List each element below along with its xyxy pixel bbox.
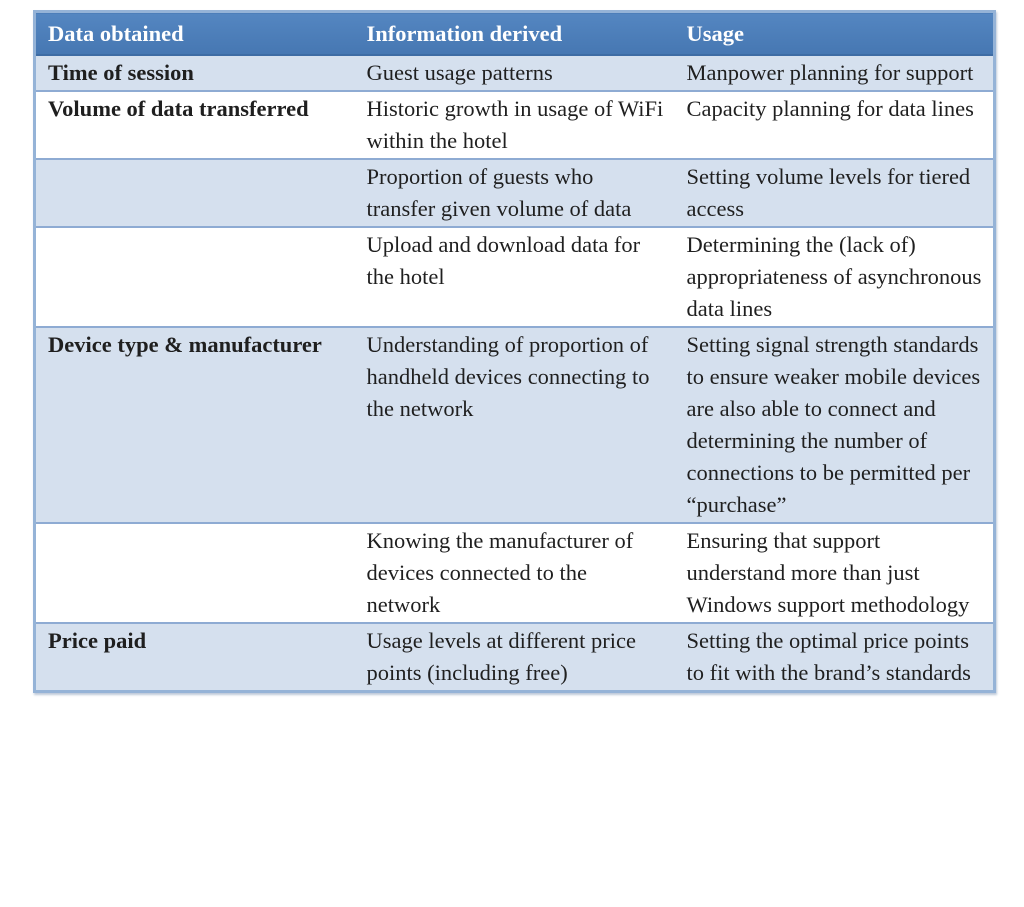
cell-usage: Determining the (lack of) appropriateness of asynchronous data lines bbox=[675, 227, 995, 327]
header-cell-data-obtained: Data obtained bbox=[35, 12, 355, 56]
cell-usage: Setting the optimal price points to fit with the brand’s standards bbox=[675, 623, 995, 692]
table-header bbox=[35, 12, 995, 56]
cell-data-obtained bbox=[35, 159, 355, 227]
cell-information-derived: Proportion of guests who transfer given volume of data bbox=[355, 159, 675, 227]
header-row bbox=[35, 12, 995, 56]
cell-usage: Ensuring that support understand more than just Windows support methodology bbox=[675, 523, 995, 623]
cell-data-obtained bbox=[35, 227, 355, 327]
cell-information-derived: Knowing the manufacturer of devices connected to the network bbox=[355, 523, 675, 623]
table-row bbox=[35, 327, 995, 523]
table-row bbox=[35, 55, 995, 91]
table-row bbox=[35, 159, 995, 227]
cell-data-obtained bbox=[35, 523, 355, 623]
table-row bbox=[35, 523, 995, 623]
cell-information-derived: Guest usage patterns bbox=[355, 55, 675, 91]
cell-information-derived: Upload and download data for the hotel bbox=[355, 227, 675, 327]
cell-information-derived: Historic growth in usage of WiFi within the hotel bbox=[355, 91, 675, 159]
cell-data-obtained: Time of session bbox=[35, 55, 355, 91]
wifi-data-usage-table-container bbox=[33, 10, 993, 693]
cell-usage: Setting signal strength standards to ensure weaker mobile devices are also able to connect and determining the number of connections to be permitted per “purchase” bbox=[675, 327, 995, 523]
cell-usage: Setting volume levels for tiered access bbox=[675, 159, 995, 227]
cell-information-derived: Usage levels at different price points (including free) bbox=[355, 623, 675, 692]
cell-data-obtained: Price paid bbox=[35, 623, 355, 692]
wifi-data-usage-table bbox=[33, 10, 996, 693]
table-row bbox=[35, 623, 995, 692]
cell-information-derived: Understanding of proportion of handheld devices connecting to the network bbox=[355, 327, 675, 523]
table-row bbox=[35, 91, 995, 159]
table-body bbox=[35, 55, 995, 692]
cell-data-obtained: Volume of data transferred bbox=[35, 91, 355, 159]
cell-usage: Capacity planning for data lines bbox=[675, 91, 995, 159]
table-row bbox=[35, 227, 995, 327]
header-cell-information-derived: Information derived bbox=[355, 12, 675, 56]
cell-data-obtained: Device type & manufacturer bbox=[35, 327, 355, 523]
cell-usage: Manpower planning for support bbox=[675, 55, 995, 91]
header-cell-usage: Usage bbox=[675, 12, 995, 56]
